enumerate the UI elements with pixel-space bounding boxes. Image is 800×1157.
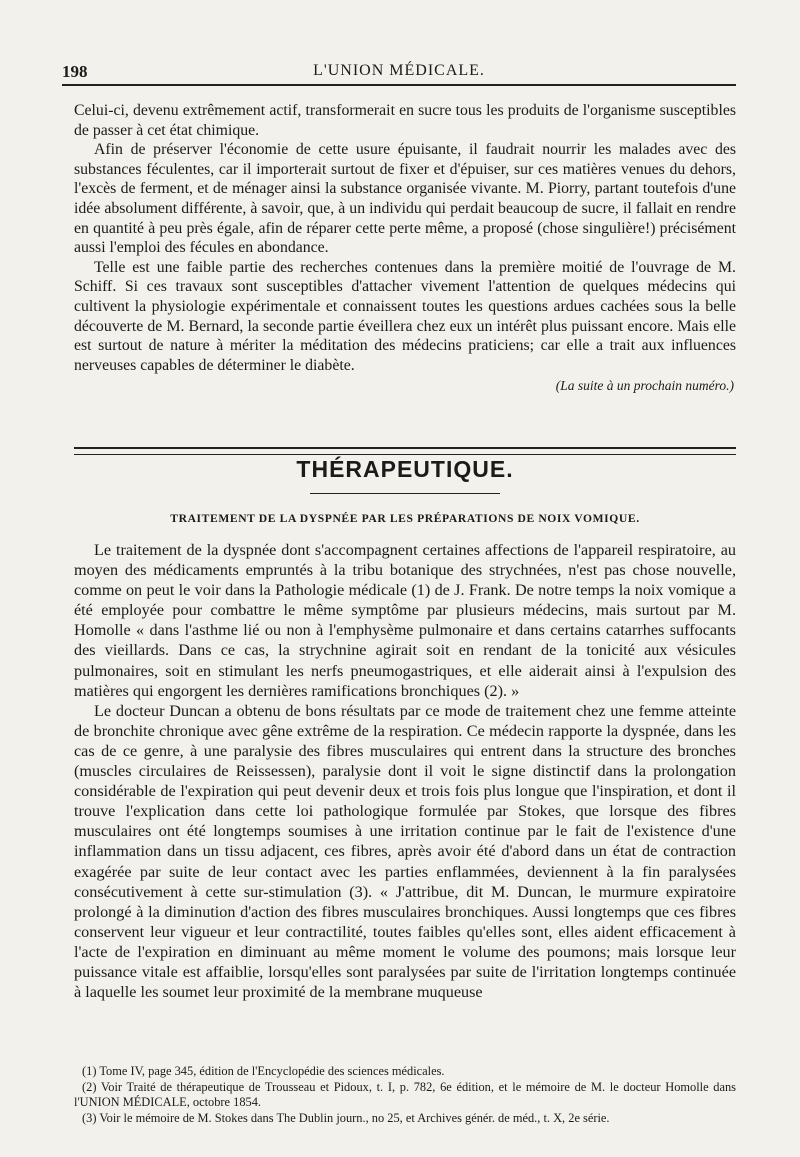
running-head: L'UNION MÉDICALE. [313, 62, 485, 79]
article-title: TRAITEMENT DE LA DYSPNÉE PAR LES PRÉPARATIONS DE NOIX VOMIQUE. [170, 512, 640, 525]
continued-article [74, 101, 736, 395]
paragraph: Le docteur Duncan a obtenu de bons résultats par ce mode de traitement chez une femme atteinte de bronchite chronique avec gêne extrême de la respiration. Ce médecin rapporte la dyspnée, dans les cas de ce genre, à une paralysie des fibres musculaires qui entrent dans la structure des bronches (muscles circulaires de Reissessen), paralysie dont il voit le signe distinctif dans la prolongation considérable de l'expiration qui peut devenir deux et trois fois plus longue que l'inspiration, et dont il trouve l'explication dans cette loi pathologique formulée par Stokes, que lorsque des fibres musculaires ont été longtemps soumises à une irritation continue par le fait de l'existence d'une inflammation dans un tissu adjacent, ces fibres, après avoir été d'abord dans un état de contraction exagérée par suite de leur contact avec les parties enflammées, deviennent à la fin paralysées consécutivement à cette sur-stimulation (3). « J'attribue, dit M. Duncan, le murmure expiratoire prolongé à la diminution d'action des fibres musculaires bronchiques. Aussi longtemps que ces fibres conservent leur vigueur et leur contractilité, toutes faibles qu'elles sont, elles aident efficacement à l'acte de l'expiration en diminuant au même moment le volume des poumons; mais lorsque leur puissance vitale est affaiblie, lorsqu'elles sont paralysées par suite de l'irritation longtemps continuée à laquelle les soumet leur proximité de la membrane muqueuse [74, 701, 736, 1002]
paragraph: Le traitement de la dyspnée dont s'accompagnent certaines affections de l'appareil respiratoire, au moyen des médicaments empruntés à la tribu botanique des strychnées, n'est pas chose nouvelle, comme on peut le voir dans la Pathologie médicale (1) de J. Frank. De notre temps la noix vomique a été employée pour combattre le même symptôme par plusieurs médecins, mais surtout par M. Homolle « dans l'asthme lié ou non à l'emphysème pulmonaire et dans certains catarrhes suffocants des vieillards. Dans ce cas, la strychnine agirait soit en rendant de la tonicité aux vésicules pulmonaires, soit en stimulant les nerfs pneumogastriques, et elle aiderait ainsi à l'expulsion des matières qui engorgent les dernières ramifications bronchiques (2). » [74, 541, 736, 700]
footnote: (3) Voir le mémoire de M. Stokes dans The Dublin journ., no 25, et Archives génér. de méd., t. X, 2e série. [82, 1110, 610, 1125]
title-rule [310, 493, 500, 494]
section-title: THÉRAPEUTIQUE. [296, 456, 514, 482]
section-divider [74, 447, 736, 455]
footnote: (2) Voir Traité de thérapeutique de Trousseau et Pidoux, t. I, p. 782, 6e édition, et le mémoire de M. le docteur Homolle dans l'UNION MÉDICALE, octobre 1854. [74, 1079, 736, 1109]
continuation-note: (La suite à un prochain numéro.) [555, 378, 734, 394]
paragraph: Celui-ci, devenu extrêmement actif, transformerait en sucre tous les produits de l'organisme susceptibles de passer à cet état chimique. [74, 102, 736, 139]
footnotes [74, 1064, 736, 1126]
article-body [74, 540, 736, 1002]
page-number: 198 [62, 62, 88, 81]
page-header [62, 62, 736, 86]
footnote: (1) Tome IV, page 345, édition de l'Encyclopédie des sciences médicales. [82, 1064, 445, 1078]
paragraph: Telle est une faible partie des recherches contenues dans la première moitié de l'ouvrage de M. Schiff. Si ces travaux sont susceptibles d'attacher vivement l'attention de quelques médecins qui cultivent la physiologie expérimentale et connaissent toutes les questions ardues cachées sous la belle découverte de M. Bernard, la seconde partie éveillera chez eux un intérêt plus puissant encore. Mais elle est surtout de nature à mériter la méditation des médecins praticiens; car elle a trait aux influences nerveuses capables de déterminer le diabète. [74, 258, 736, 374]
paragraph: Afin de préserver l'économie de cette usure épuisante, il faudrait nourrir les malades avec des substances féculentes, car il importerait surtout de fixer et d'épuiser, sur ces matières venues du dehors, l'excès de ferment, et de ménager ainsi la substance organisée vivante. M. Piorry, partant toutefois d'une idée absolument différente, à savoir, que, à un individu qui perdait beaucoup de sucre, il fallait en rendre en quantité à peu près égale, afin de réparer cette perte même, a proposé (chose singulière!) précisément aussi l'emploi des fécules en abondance. [74, 141, 736, 257]
